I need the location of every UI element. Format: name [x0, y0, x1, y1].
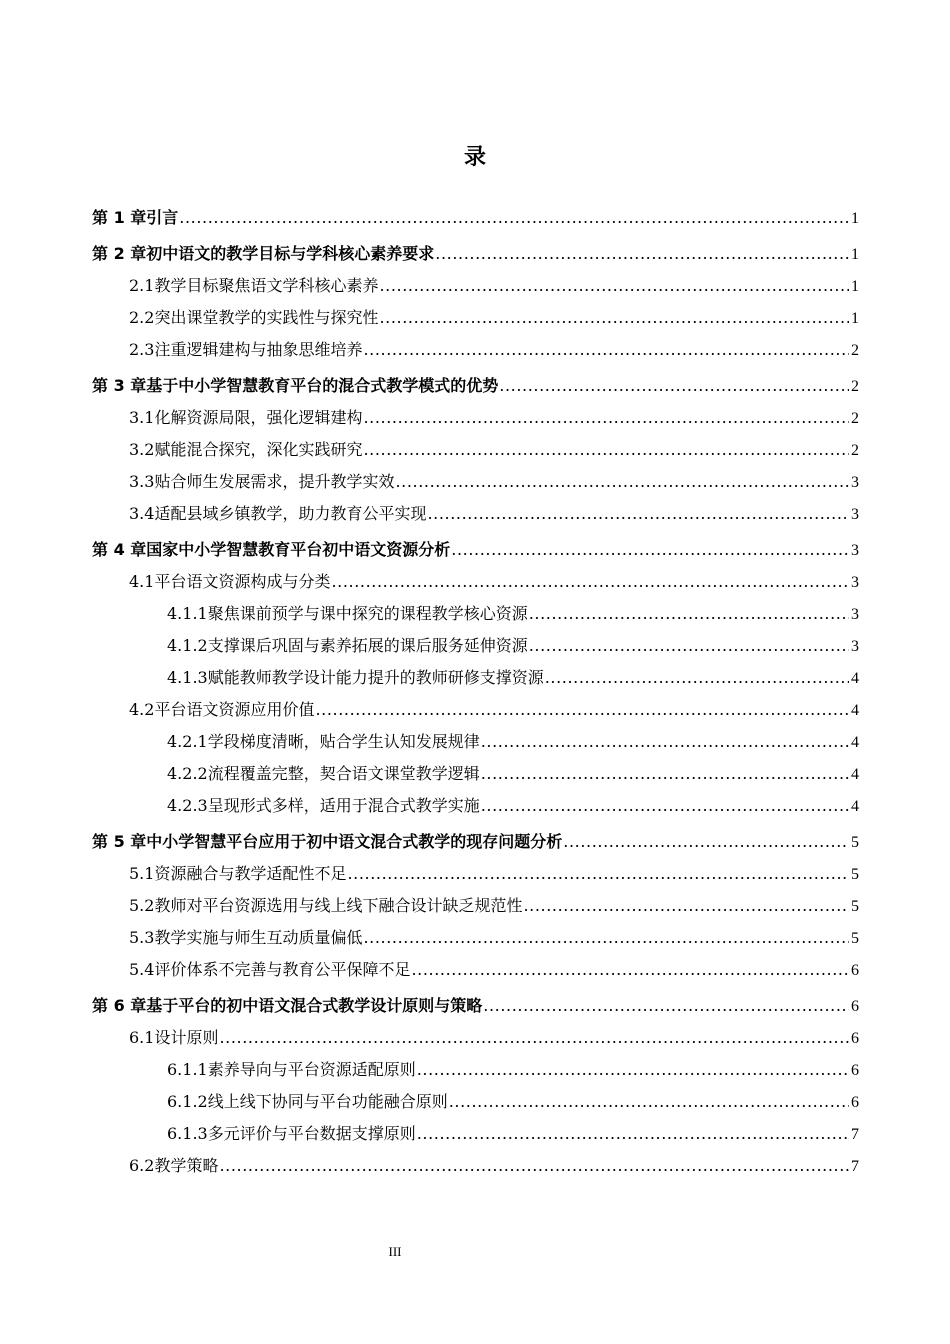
toc-section-entry[interactable] — [92, 1054, 859, 1086]
toc-entry-page: 4 — [851, 670, 859, 687]
toc-entry-title: 多元评价与平台数据支撑原则 — [207, 1124, 416, 1143]
dot-leader — [481, 758, 849, 790]
toc-section-entry[interactable] — [92, 922, 859, 954]
toc-entry-title: 呈现形式多样，适用于混合式教学实施 — [207, 796, 480, 815]
toc-section-entry[interactable] — [92, 1022, 859, 1054]
toc-entry-page: 6 — [851, 1094, 859, 1111]
toc-entry-title: 线上线下协同与平台功能融合原则 — [207, 1092, 448, 1111]
dot-leader — [395, 466, 849, 498]
dot-leader — [219, 1022, 849, 1054]
toc-section-entry[interactable] — [92, 566, 859, 598]
dot-leader — [449, 1086, 849, 1118]
toc-section-entry[interactable] — [92, 1086, 859, 1118]
page-number-footer: III — [388, 1244, 402, 1259]
dot-leader — [427, 498, 849, 530]
toc-entry-title: 国家中小学智慧教育平台初中语文资源分析 — [146, 540, 451, 559]
dot-leader — [563, 826, 849, 858]
toc-entry-title: 支撑课后巩固与素养拓展的课后服务延伸资源 — [207, 636, 528, 655]
toc-section-entry[interactable] — [92, 694, 859, 726]
toc-entry-page: 7 — [851, 1158, 859, 1175]
toc-entry-number: 第 3 章 — [92, 376, 147, 395]
toc-entry-page: 6 — [851, 1062, 859, 1079]
toc-entry-number: 第 5 章 — [92, 832, 147, 851]
toc-entry-title: 贴合师生发展需求，提升教学实效 — [154, 472, 395, 491]
toc-entry-title: 教师对平台资源选用与线上线下融合设计缺乏规范性 — [154, 896, 523, 915]
toc-entry-title: 赋能混合探究，深化实践研究 — [154, 440, 363, 459]
toc-entry-page: 2 — [851, 410, 859, 427]
toc-entry-title: 基于中小学智慧教育平台的混合式教学模式的优势 — [146, 376, 499, 395]
dot-leader — [523, 890, 849, 922]
toc-section-entry[interactable] — [92, 630, 859, 662]
toc-entry-title: 学段梯度清晰，贴合学生认知发展规律 — [207, 732, 480, 751]
toc-chapter-entry[interactable] — [92, 202, 859, 234]
toc-section-entry[interactable] — [92, 334, 859, 366]
toc-entry-page: 5 — [851, 866, 859, 883]
toc-entry-title: 化解资源局限，强化逻辑建构 — [154, 408, 363, 427]
toc-entry-page: 3 — [851, 574, 859, 591]
toc-entry-number: 3.3 — [129, 472, 155, 491]
toc-entry-title: 聚焦课前预学与课中探究的课程教学核心资源 — [207, 604, 528, 623]
toc-entry-number: 第 2 章 — [92, 244, 147, 263]
toc-entry-title: 教学策略 — [154, 1156, 219, 1175]
toc-entry-title: 适配县域乡镇教学，助力教育公平实现 — [154, 504, 427, 523]
toc-entry-title: 设计原则 — [154, 1028, 219, 1047]
toc-entry-number: 3.1 — [129, 408, 155, 427]
toc-section-entry[interactable] — [92, 1118, 859, 1150]
dot-leader — [499, 370, 849, 402]
toc-chapter-entry[interactable] — [92, 534, 859, 566]
toc-entry-number: 6.1 — [129, 1028, 155, 1047]
dot-leader — [411, 954, 849, 986]
toc-entry-page: 6 — [851, 1030, 859, 1047]
dot-leader — [331, 566, 849, 598]
toc-entry-title: 平台语文资源构成与分类 — [154, 572, 331, 591]
toc-entry-page: 5 — [851, 834, 859, 851]
toc-entry-number: 5.3 — [129, 928, 155, 947]
dot-leader — [379, 270, 849, 302]
toc-section-entry[interactable] — [92, 402, 859, 434]
toc-section-entry[interactable] — [92, 858, 859, 890]
toc-section-entry[interactable] — [92, 758, 859, 790]
dot-leader — [481, 790, 849, 822]
toc-section-entry[interactable] — [92, 954, 859, 986]
toc-entry-title: 平台语文资源应用价值 — [154, 700, 315, 719]
toc-entry-number: 6.2 — [129, 1156, 155, 1175]
toc-section-entry[interactable] — [92, 790, 859, 822]
toc-entry-number: 5.1 — [129, 864, 155, 883]
toc-entry-page: 1 — [851, 310, 859, 327]
toc-entry-number: 4.2.3 — [167, 796, 208, 815]
dot-leader — [545, 662, 849, 694]
dot-leader — [435, 238, 849, 270]
toc-entry-page: 4 — [851, 734, 859, 751]
toc-entry-number: 4.1.1 — [167, 604, 208, 623]
dot-leader — [379, 302, 849, 334]
toc-entry-title: 注重逻辑建构与抽象思维培养 — [154, 340, 363, 359]
dot-leader — [417, 1118, 849, 1150]
toc-entry-number: 4.2 — [129, 700, 155, 719]
table-of-contents — [92, 200, 859, 1182]
toc-entry-page: 5 — [851, 930, 859, 947]
toc-entry-number: 4.1 — [129, 572, 155, 591]
toc-entry-number: 4.1.3 — [167, 668, 208, 687]
dot-leader — [529, 630, 849, 662]
toc-entry-number: 6.1.1 — [167, 1060, 208, 1079]
toc-entry-title: 中小学智慧平台应用于初中语文混合式教学的现存问题分析 — [146, 832, 563, 851]
toc-section-entry[interactable] — [92, 726, 859, 758]
dot-leader — [451, 534, 849, 566]
toc-entry-number: 2.3 — [129, 340, 155, 359]
toc-entry-page: 7 — [851, 1126, 859, 1143]
toc-entry-title: 突出课堂教学的实践性与探究性 — [154, 308, 379, 327]
toc-section-entry[interactable] — [92, 1150, 859, 1182]
dot-leader — [529, 598, 849, 630]
toc-entry-number: 3.2 — [129, 440, 155, 459]
toc-entry-number: 4.1.2 — [167, 636, 208, 655]
toc-entry-page: 3 — [851, 542, 859, 559]
toc-entry-page: 3 — [851, 606, 859, 623]
dot-leader — [363, 922, 849, 954]
toc-section-entry[interactable] — [92, 270, 859, 302]
toc-entry-page: 4 — [851, 702, 859, 719]
toc-entry-number: 2.2 — [129, 308, 155, 327]
toc-entry-title: 基于平台的初中语文混合式教学设计原则与策略 — [146, 996, 483, 1015]
dot-leader — [363, 402, 849, 434]
toc-entry-number: 5.2 — [129, 896, 155, 915]
toc-entry-page: 1 — [851, 278, 859, 295]
dot-leader — [363, 334, 849, 366]
toc-chapter-entry[interactable] — [92, 826, 859, 858]
toc-entry-page: 2 — [851, 342, 859, 359]
toc-entry-page: 3 — [851, 474, 859, 491]
toc-section-entry[interactable] — [92, 662, 859, 694]
dot-leader — [363, 434, 849, 466]
toc-entry-title: 素养导向与平台资源适配原则 — [207, 1060, 416, 1079]
toc-entry-title: 资源融合与教学适配性不足 — [154, 864, 347, 883]
page-title: 录 — [463, 145, 486, 170]
toc-section-entry[interactable] — [92, 466, 859, 498]
toc-entry-title: 初中语文的教学目标与学科核心素养要求 — [146, 244, 435, 263]
toc-entry-page: 1 — [851, 246, 859, 263]
toc-entry-page: 4 — [851, 766, 859, 783]
dot-leader — [347, 858, 849, 890]
dot-leader — [417, 1054, 849, 1086]
toc-entry-number: 3.4 — [129, 504, 155, 523]
toc-entry-page: 2 — [851, 378, 859, 395]
toc-entry-number: 第 1 章 — [92, 208, 147, 227]
toc-chapter-entry[interactable] — [92, 990, 859, 1022]
toc-section-entry[interactable] — [92, 498, 859, 530]
toc-section-entry[interactable] — [92, 890, 859, 922]
dot-leader — [315, 694, 849, 726]
toc-entry-page: 3 — [851, 506, 859, 523]
toc-entry-page: 3 — [851, 638, 859, 655]
toc-entry-number: 5.4 — [129, 960, 155, 979]
toc-entry-number: 2.1 — [129, 276, 155, 295]
toc-entry-page: 2 — [851, 442, 859, 459]
toc-chapter-entry[interactable] — [92, 370, 859, 402]
toc-entry-number: 4.2.2 — [167, 764, 208, 783]
toc-section-entry[interactable] — [92, 434, 859, 466]
toc-entry-number: 4.2.1 — [167, 732, 208, 751]
toc-entry-title: 教学实施与师生互动质量偏低 — [154, 928, 363, 947]
dot-leader — [483, 990, 849, 1022]
dot-leader — [179, 202, 849, 234]
toc-entry-title: 引言 — [146, 208, 179, 227]
toc-entry-number: 第 6 章 — [92, 996, 147, 1015]
dot-leader — [219, 1150, 849, 1182]
toc-entry-title: 评价体系不完善与教育公平保障不足 — [154, 960, 411, 979]
toc-entry-page: 6 — [851, 962, 859, 979]
toc-entry-page: 5 — [851, 898, 859, 915]
toc-chapter-entry[interactable] — [92, 238, 859, 270]
toc-entry-page: 6 — [851, 998, 859, 1015]
toc-entry-number: 6.1.2 — [167, 1092, 208, 1111]
toc-entry-title: 教学目标聚焦语文学科核心素养 — [154, 276, 379, 295]
dot-leader — [481, 726, 849, 758]
toc-entry-title: 赋能教师教学设计能力提升的教师研修支撑资源 — [207, 668, 544, 687]
toc-entry-number: 6.1.3 — [167, 1124, 208, 1143]
toc-entry-page: 4 — [851, 798, 859, 815]
toc-entry-title: 流程覆盖完整，契合语文课堂教学逻辑 — [207, 764, 480, 783]
toc-entry-number: 第 4 章 — [92, 540, 147, 559]
toc-entry-page: 1 — [851, 210, 859, 227]
toc-section-entry[interactable] — [92, 598, 859, 630]
toc-section-entry[interactable] — [92, 302, 859, 334]
